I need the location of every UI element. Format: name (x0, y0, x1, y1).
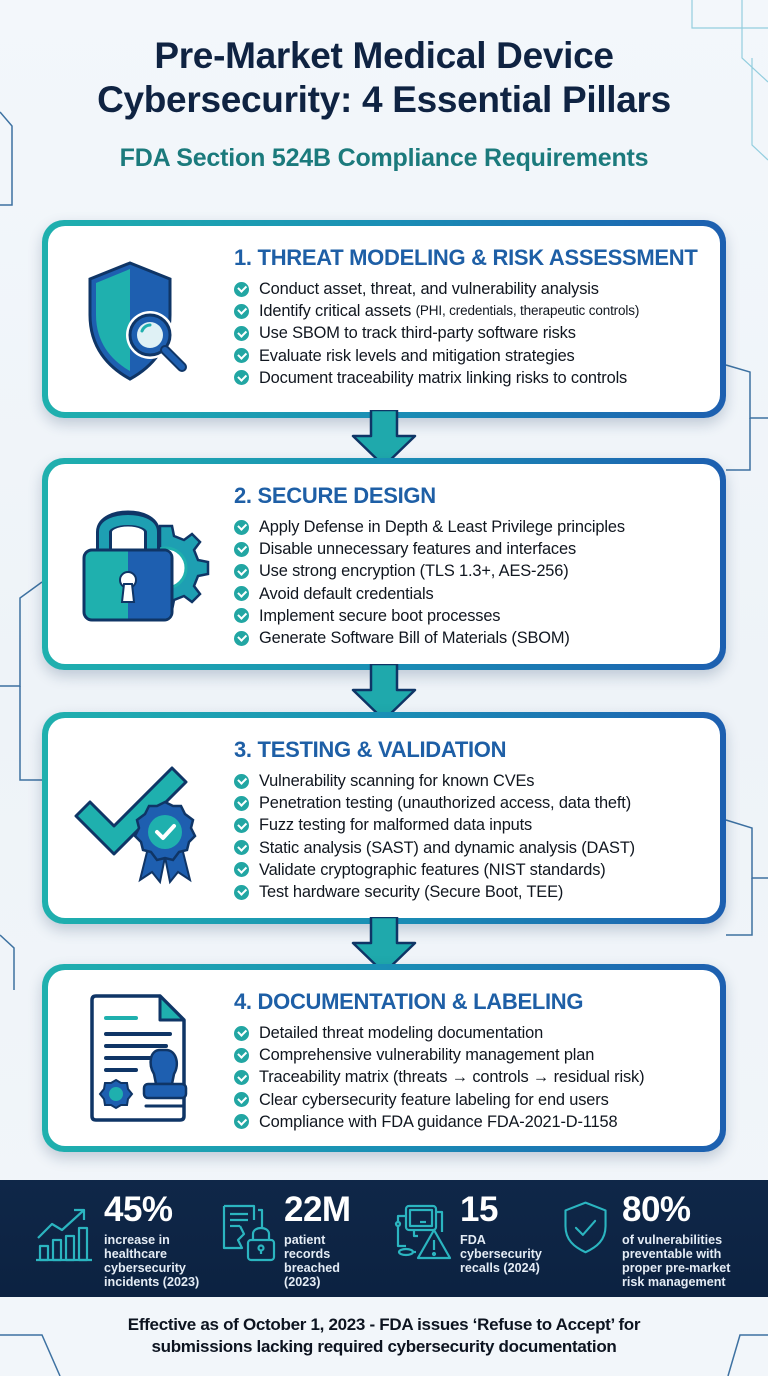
check-circle-icon (234, 796, 249, 811)
bullet-list (234, 516, 710, 649)
checkmark-badge-icon (70, 748, 210, 888)
pillar-title: 4. DOCUMENTATION & LABELING (234, 989, 584, 1014)
list-item: Use strong encryption (TLS 1.3+, AES-256) (234, 560, 710, 582)
list-item: Evaluate risk levels and mitigation strategies (234, 345, 710, 367)
list-item: Implement secure boot processes (234, 605, 710, 627)
check-circle-icon (234, 1026, 249, 1041)
shield-check-icon (562, 1196, 616, 1258)
list-item: Conduct asset, threat, and vulnerability analysis (234, 278, 710, 300)
pillar-title: 2. SECURE DESIGN (234, 483, 436, 508)
shield-magnifier-icon (70, 249, 210, 389)
stat-preventable (562, 1190, 762, 1290)
pillar-card-secure-design (42, 458, 726, 670)
list-item: Test hardware security (Secure Boot, TEE) (234, 881, 710, 903)
pillar-title: 1. THREAT MODELING & RISK ASSESSMENT (234, 245, 698, 270)
page-subtitle: FDA Section 524B Compliance Requirements (119, 144, 649, 172)
broken-document-lock-icon (220, 1202, 282, 1264)
list-item: Compliance with FDA guidance FDA-2021-D-1158 (234, 1111, 710, 1133)
stat-recalls (392, 1190, 552, 1290)
check-circle-icon (234, 1114, 249, 1129)
device-warning-icon (392, 1202, 454, 1264)
pillar-title: 3. TESTING & VALIDATION (234, 737, 507, 762)
stat-value: 80% (622, 1190, 691, 1229)
footer-note (0, 1314, 768, 1358)
list-item: Vulnerability scanning for known CVEs (234, 770, 710, 792)
list-item: Comprehensive vulnerability management plan (234, 1044, 710, 1066)
list-item: Fuzz testing for malformed data inputs (234, 814, 710, 836)
list-item: Detailed threat modeling documentation (234, 1022, 710, 1044)
bullet-list (234, 278, 710, 389)
check-circle-icon (234, 586, 249, 601)
list-item: Validate cryptographic features (NIST standards) (234, 859, 710, 881)
check-circle-icon (234, 304, 249, 319)
list-item: Clear cybersecurity feature labeling for end users (234, 1089, 710, 1111)
check-circle-icon (234, 326, 249, 341)
check-circle-icon (234, 1070, 249, 1085)
stat-value: 22M (284, 1190, 351, 1229)
list-item: Penetration testing (unauthorized access, data theft) (234, 792, 710, 814)
check-circle-icon (234, 370, 249, 385)
pillar-card-threat-modeling (42, 220, 726, 418)
check-circle-icon (234, 862, 249, 877)
trending-bar-chart-icon (36, 1202, 98, 1264)
stat-label: increase in healthcare cybersecurity incidents (2023) (104, 1233, 200, 1289)
stat-value: 45% (104, 1190, 173, 1229)
list-item: Apply Defense in Depth & Least Privilege principles (234, 516, 710, 538)
check-circle-icon (234, 608, 249, 623)
check-circle-icon (234, 282, 249, 297)
list-item: Identify critical assets (PHI, credentials, therapeutic controls) (234, 300, 710, 322)
header (0, 34, 768, 173)
check-circle-icon (234, 564, 249, 579)
list-item: Use SBOM to track third-party software risks (234, 322, 710, 344)
footer-line-2: submissions lacking required cybersecurity documentation (151, 1337, 617, 1356)
list-item: Disable unnecessary features and interfaces (234, 538, 710, 560)
stat-records (220, 1190, 380, 1290)
bullet-list (234, 770, 710, 903)
list-item: Document traceability matrix linking risks to controls (234, 367, 710, 389)
check-circle-icon (234, 774, 249, 789)
stats-band (0, 1180, 768, 1297)
list-item: Traceability matrix (threats → controls → residual risk) (234, 1066, 710, 1088)
list-item: Generate Software Bill of Materials (SBOM) (234, 627, 710, 649)
list-item: Avoid default credentials (234, 583, 710, 605)
check-circle-icon (234, 542, 249, 557)
padlock-gear-icon (70, 494, 210, 634)
stat-value: 15 (460, 1190, 498, 1229)
stat-label: of vulnerabilities preventable with proper pre-market risk management (622, 1233, 731, 1289)
check-circle-icon (234, 348, 249, 363)
check-circle-icon (234, 1048, 249, 1063)
check-circle-icon (234, 840, 249, 855)
stat-incidents (36, 1190, 216, 1290)
document-stamp-icon (70, 988, 210, 1128)
check-circle-icon (234, 885, 249, 900)
pillar-card-documentation-labeling (42, 964, 726, 1152)
check-circle-icon (234, 520, 249, 535)
title-line-1: Pre-Market Medical Device (154, 35, 614, 76)
stat-label: FDA cybersecurity recalls (2024) (460, 1233, 542, 1275)
footer-line-1: Effective as of October 1, 2023 - FDA issues ‘Refuse to Accept’ for (127, 1315, 641, 1334)
pillar-card-testing-validation (42, 712, 726, 924)
page-title (0, 34, 768, 122)
list-item: Static analysis (SAST) and dynamic analysis (DAST) (234, 837, 710, 859)
check-circle-icon (234, 1092, 249, 1107)
bullet-list (234, 1022, 710, 1133)
title-line-2: Cybersecurity: 4 Essential Pillars (97, 79, 671, 120)
stat-label: patient records breached (2023) (284, 1233, 340, 1289)
check-circle-icon (234, 631, 249, 646)
check-circle-icon (234, 818, 249, 833)
